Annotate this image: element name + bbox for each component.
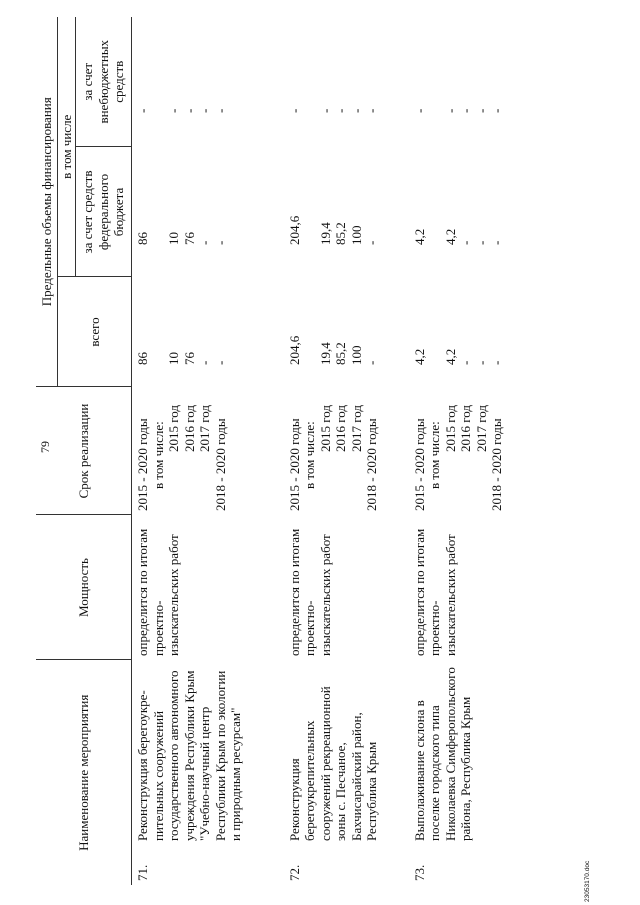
value-extra: -: [364, 108, 379, 113]
period-line: 2015 - 2020 годы: [286, 418, 302, 511]
table-header: [36, 17, 132, 885]
value-federal: 204,6: [286, 215, 302, 245]
value-extra: -: [348, 108, 364, 113]
header-extra: за счет внебюджетных средств: [76, 17, 132, 147]
value-federal: 19,4: [317, 222, 333, 245]
value-federal: 4,2: [442, 228, 458, 245]
row-number: 71.: [135, 864, 150, 881]
row-extra-values: [132, 17, 284, 147]
row-total-values: [132, 277, 284, 387]
period-line: 2017 год: [197, 405, 212, 452]
value-total: 19,4: [317, 342, 333, 365]
row-federal-values: [284, 147, 409, 277]
value-extra: -: [458, 108, 473, 113]
value-total: -: [489, 360, 504, 365]
row-periods: [284, 387, 409, 515]
value-extra: -: [333, 108, 348, 113]
value-federal: 76: [181, 232, 197, 245]
period-line: 2015 - 2020 годы: [135, 418, 150, 511]
header-including: в том числе: [58, 17, 76, 277]
header-period: Срок реализации: [36, 387, 132, 515]
row-extra-values: [284, 17, 409, 147]
value-extra: -: [317, 108, 333, 113]
value-extra: -: [489, 108, 504, 113]
rotated-table-sheet: [36, 17, 596, 885]
row-total-values: [284, 277, 409, 387]
value-total: 85,2: [333, 342, 348, 365]
value-federal: [427, 151, 443, 273]
value-extra: [151, 21, 167, 143]
header-capacity: Мощность: [36, 515, 132, 660]
row-name: Выполаживание склона в поселке городского типа Николаевка Симферопольского района, Республика Крым: [411, 667, 473, 841]
value-extra: -: [135, 108, 150, 113]
row-capacity: определится по итогам проектно-изыскательских работ: [411, 528, 458, 656]
value-total: 4,2: [442, 348, 458, 365]
period-line: в том числе:: [427, 421, 442, 489]
value-total: 86: [135, 352, 150, 365]
value-federal: 4,2: [411, 228, 427, 245]
header-federal: за счет средств федерального бюджета: [76, 147, 132, 277]
value-total: 4,2: [411, 348, 427, 365]
table-row: [409, 17, 559, 885]
period-line: 2018 - 2020 годы: [212, 418, 228, 511]
value-total: 100: [348, 345, 364, 365]
row-federal-values: [132, 147, 284, 277]
value-extra: -: [212, 108, 228, 113]
value-extra: -: [473, 108, 489, 113]
row-periods: [409, 387, 559, 515]
value-federal: -: [364, 240, 379, 245]
document-code: 23053170.doc: [584, 860, 591, 902]
value-total: -: [212, 360, 228, 365]
value-extra: [302, 21, 318, 143]
header-total: всего: [58, 277, 132, 387]
value-extra: -: [411, 108, 427, 113]
value-federal: -: [489, 240, 504, 245]
value-extra: -: [181, 108, 197, 113]
value-federal: [151, 151, 167, 273]
value-total: [151, 281, 167, 383]
period-line: 2018 - 2020 годы: [364, 418, 379, 511]
value-total: [427, 281, 443, 383]
value-federal: 86: [135, 232, 150, 245]
value-total: 204,6: [286, 335, 302, 365]
value-extra: -: [442, 108, 458, 113]
page-number: 79: [38, 441, 52, 453]
value-extra: -: [166, 108, 181, 113]
value-total: [302, 281, 318, 383]
value-extra: -: [286, 108, 302, 113]
table-row: [284, 17, 409, 885]
period-line: 2017 год: [473, 405, 489, 452]
value-extra: [427, 21, 443, 143]
row-extra-values: [409, 17, 559, 147]
value-federal: -: [473, 240, 489, 245]
financing-table: [36, 17, 559, 885]
value-federal: 10: [166, 232, 181, 245]
header-name: Наименование мероприятия: [36, 660, 132, 885]
row-periods: [132, 387, 284, 515]
row-total-values: [409, 277, 559, 387]
row-name: Реконструкция берегоукре-пительных сооружений государственного автономного учреждения Республики Крым "Учебно-научный центр Республики Крым по экологии и природным ресурсам": [135, 670, 243, 841]
value-total: -: [364, 360, 379, 365]
value-total: 76: [181, 352, 197, 365]
row-capacity: определится по итогам проектно-изыскательских работ: [286, 528, 333, 656]
row-number: 72.: [286, 864, 302, 881]
value-federal: [302, 151, 318, 273]
value-total: -: [197, 360, 212, 365]
period-line: 2015 год: [166, 405, 181, 452]
row-number: 73.: [411, 864, 427, 881]
header-funding: Предельные объемы финансирования: [36, 17, 58, 387]
period-line: 2016 год: [333, 405, 348, 452]
period-line: 2015 год: [317, 405, 333, 452]
period-line: 2016 год: [181, 405, 197, 452]
table-body: [132, 17, 559, 885]
row-name: Реконструкция берегоукрепительных сооружений рекреационной зоны с. Песчаное, Бахчисарайский район, Республика Крым: [286, 686, 379, 841]
row-capacity: определится по итогам проектно-изыскательских работ: [135, 528, 181, 656]
value-total: -: [458, 360, 473, 365]
row-federal-values: [409, 147, 559, 277]
period-line: 2017 год: [348, 405, 364, 452]
period-line: 2018 - 2020 годы: [489, 418, 504, 511]
value-extra: -: [197, 108, 212, 113]
period-line: в том числе:: [302, 421, 317, 489]
period-line: в том числе:: [150, 421, 166, 489]
value-total: 10: [166, 352, 181, 365]
period-line: 2016 год: [458, 405, 473, 452]
value-federal: 85,2: [333, 222, 348, 245]
value-federal: -: [212, 240, 228, 245]
value-federal: -: [458, 240, 473, 245]
value-federal: -: [197, 240, 212, 245]
table-row: [132, 17, 284, 885]
period-line: 2015 год: [442, 405, 458, 452]
value-total: -: [473, 360, 489, 365]
value-federal: 100: [348, 225, 364, 245]
period-line: 2015 - 2020 годы: [411, 418, 427, 511]
